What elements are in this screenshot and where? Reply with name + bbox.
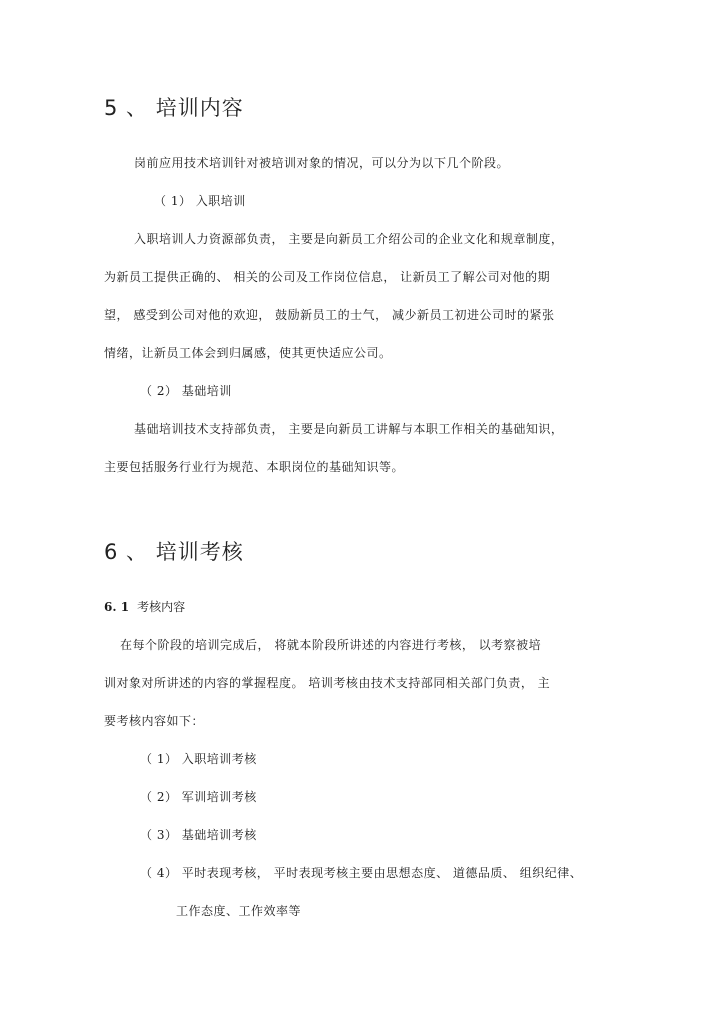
item-2-label: （ 2） 基础培训 — [140, 384, 232, 398]
section-6-heading: 6 、 培训考核 — [104, 540, 244, 564]
item-2-line: 基础培训技术支持部负责， 主要是向新员工讲解与本职工作相关的基础知识， — [134, 422, 564, 436]
item-1-line: 入职培训人力资源部负责， 主要是向新员工介绍公司的企业文化和规章制度， — [134, 232, 564, 246]
section-6-para-line: 在每个阶段的培训完成后， 将就本阶段所讲述的内容进行考核， 以考察被培 — [120, 638, 542, 652]
item-2-line: 主要包括服务行业行为规范、本职岗位的基础知识等。 — [104, 460, 405, 474]
subsection-title: 考核内容 — [137, 600, 186, 614]
section-6-para-line: 要考核内容如下： — [104, 714, 205, 728]
assessment-item: （ 3） 基础培训考核 — [140, 828, 257, 842]
item-1-line: 为新员工提供正确的、 相关的公司及工作岗位信息， 让新员工了解公司对他的期 — [104, 270, 551, 284]
assessment-item: （ 4） 平时表现考核， 平时表现考核主要由思想态度、 道德品质、 组织纪律、 — [140, 866, 583, 880]
section-5-intro: 岗前应用技术培训针对被培训对象的情况，可以分为以下几个阶段。 — [134, 156, 510, 170]
subsection-number: 6. 1 — [104, 600, 130, 614]
item-1-label: （ 1） 入职培训 — [154, 194, 246, 208]
section-5-heading: 5 、 培训内容 — [104, 96, 244, 120]
assessment-item: （ 1） 入职培训考核 — [140, 752, 257, 766]
item-1-line: 望， 感受到公司对他的欢迎， 鼓励新员工的士气， 减少新员工初进公司时的紧张 — [104, 308, 555, 322]
assessment-item-continuation: 工作态度、工作效率等 — [176, 904, 302, 918]
assessment-item: （ 2） 军训培训考核 — [140, 790, 257, 804]
item-1-line: 情绪，让新员工体会到归属感，使其更快适应公司。 — [104, 346, 392, 360]
subsection-6-1-heading — [104, 598, 185, 615]
section-6-para-line: 训对象对所讲述的内容的掌握程度。 培训考核由技术支持部同相关部门负责， 主 — [104, 676, 551, 690]
